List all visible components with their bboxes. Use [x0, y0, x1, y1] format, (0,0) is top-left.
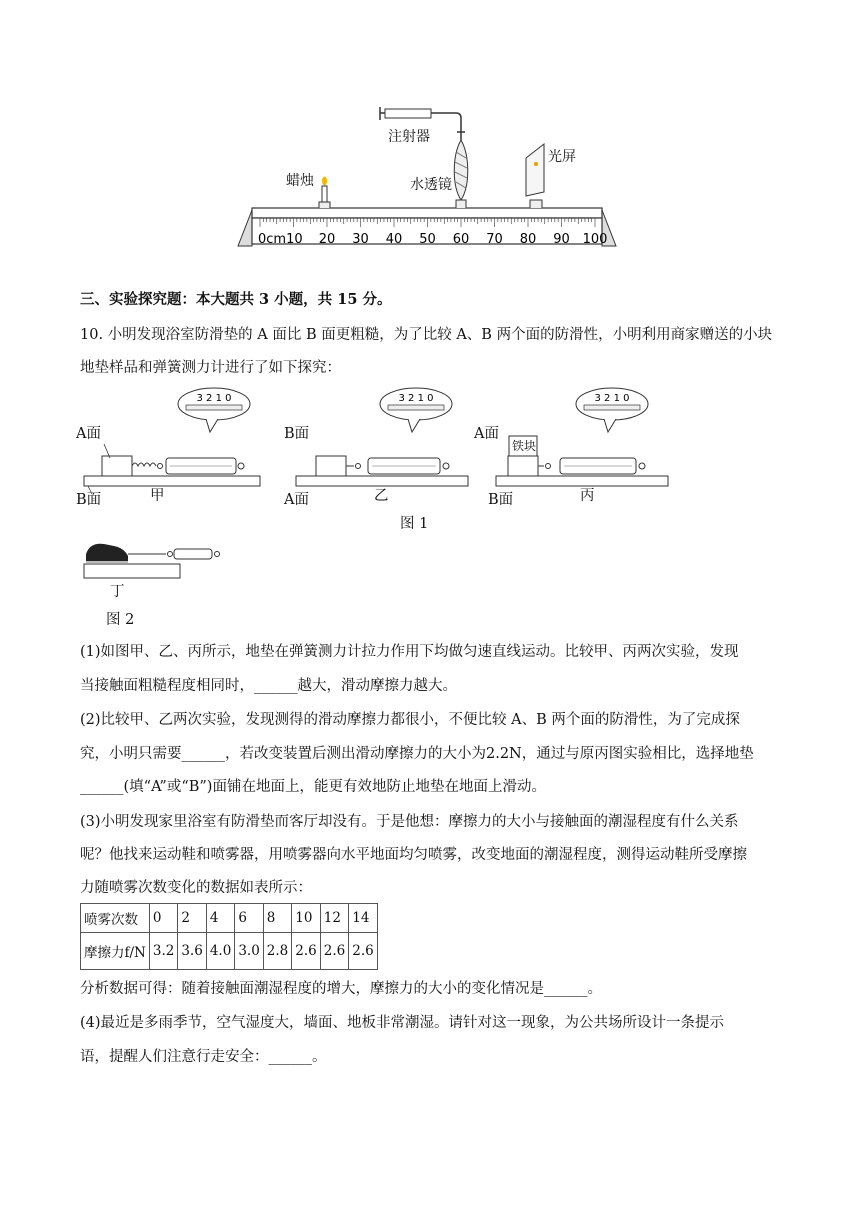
svg-text:3 2 1 0: 3 2 1 0 [594, 393, 630, 404]
ruler-label: 100 [582, 232, 608, 247]
mat-sample [316, 456, 346, 476]
q10-p3-line2: 呢？他找来运动鞋和喷雾器，用喷雾器向水平地面均匀喷雾，改变地面的潮湿程度，测得运动鞋所受摩擦 [80, 847, 747, 863]
q10-analysis: 分析数据可得：随着接触面潮湿程度的增大，摩擦力的大小的变化情况是______。 [80, 981, 602, 997]
table-row [81, 933, 378, 970]
candle-label: 蜡烛 [286, 173, 314, 189]
candle-flame [322, 177, 327, 186]
table-cell: 2.6 [292, 933, 320, 970]
optics-bench-figure [230, 96, 630, 256]
table-cell: 14 [349, 904, 377, 933]
table-cell: 2.8 [263, 933, 291, 970]
q10-p4-line1: (4)最近是多雨季节，空气湿度大，墙面、地板非常潮湿。请针对这一现象，为公共场所设计一条提示 [80, 1015, 725, 1031]
fig1-panel-bing [474, 386, 672, 516]
bing-top-label: A面 [474, 426, 499, 442]
fig1-panel-jia [74, 386, 274, 516]
table-cell: 10 [292, 904, 320, 933]
table-cell: 4 [206, 904, 234, 933]
ruler-label: 90 [553, 232, 570, 247]
bing-name: 丙 [580, 488, 595, 504]
ruler-label: 70 [486, 232, 503, 247]
spray-friction-table [80, 903, 378, 970]
figure-1-caption: 图 1 [400, 516, 429, 532]
ruler-label: 40 [385, 232, 403, 247]
table-cell: 3.0 [235, 933, 263, 970]
table-cell: 3.2 [149, 933, 177, 970]
bing-bottom-label: B面 [488, 492, 514, 508]
fig2-name: 丁 [110, 584, 125, 600]
screen-label: 光屏 [548, 149, 576, 165]
q10-p2-line2: 究，小明只需要______，若改变装置后测出滑动摩擦力的大小为2.2N，通过与原丙图实验相比，选择地垫 [80, 746, 754, 762]
figure-2-caption: 图 2 [106, 612, 135, 628]
yi-bottom-label: A面 [284, 492, 309, 508]
ruler-label: 80 [519, 232, 537, 247]
table-cell: 0 [149, 904, 177, 933]
table-cell: 2.6 [320, 933, 348, 970]
mat-sample [508, 456, 538, 476]
row1-header: 喷雾次数 [81, 904, 150, 933]
table-cell: 2 [178, 904, 206, 933]
candle-body [322, 186, 327, 202]
svg-text:3 2 1 0: 3 2 1 0 [398, 393, 434, 404]
jia-name: 甲 [150, 488, 165, 504]
q10-p3-line3: 力随喷雾次数变化的数据如表所示： [80, 880, 312, 896]
figure-1 [74, 386, 674, 536]
ruler-label: 30 [352, 232, 369, 247]
table-row [81, 904, 378, 933]
section-heading: 三、实验探究题：本大题共 3 小题，共 15 分。 [80, 291, 392, 308]
yi-top-label: B面 [284, 426, 310, 442]
yi-name: 乙 [374, 488, 389, 504]
ruler-label: 60 [452, 232, 470, 247]
table-cell: 12 [320, 904, 348, 933]
table-cell: 3.6 [178, 933, 206, 970]
syringe-label: 注射器 [388, 129, 430, 145]
fig1-panel-yi [282, 386, 482, 516]
water-lens [454, 140, 468, 200]
q10-p2-line1: (2)比较甲、乙两次实验，发现测得的滑动摩擦力都很小，不便比较 A、B 两个面的防滑性，为了完成探 [80, 712, 740, 728]
table-cell: 2.6 [349, 933, 377, 970]
q10-p4-line2: 语，提醒人们注意行走安全：______。 [80, 1049, 327, 1065]
row2-header: 摩擦力f/N [81, 933, 150, 970]
image-dot [534, 162, 538, 166]
figure-2 [80, 534, 230, 634]
q10-intro-line1: 10. 小明发现浴室防滑垫的 A 面比 B 面更粗糙，为了比较 A、B 两个面的防滑性，小明利用商家赠送的小块 [80, 327, 773, 343]
q10-p2-line3: ______(填“A”或“B”)面铺在地面上，能更有效地防止地垫在地面上滑动。 [80, 779, 546, 795]
jia-top-label: A面 [76, 426, 101, 442]
table-cell: 6 [235, 904, 263, 933]
bench-rail [252, 208, 602, 218]
q10-p3-line1: (3)小明发现家里浴室有防滑垫而客厅却没有。于是他想：摩擦力的大小与接触面的潮湿程度有什么关系 [80, 814, 739, 830]
q10-intro-line2: 地垫样品和弹簧测力计进行了如下探究： [80, 360, 341, 376]
table-cell: 4.0 [206, 933, 234, 970]
ruler-label: 50 [419, 232, 436, 247]
table-cell: 8 [263, 904, 291, 933]
jia-bottom-label: B面 [76, 492, 102, 508]
spring-scale [174, 549, 212, 559]
svg-text:3 2 1 0: 3 2 1 0 [196, 393, 232, 404]
light-screen [526, 144, 544, 196]
shoe [86, 544, 128, 562]
q10-p1-line2: 当接触面粗糙程度相同时，______越大，滑动摩擦力越大。 [80, 678, 457, 694]
q10-p1-line1: (1)如图甲、乙、丙所示，地垫在弹簧测力计拉力作用下均做匀速直线运动。比较甲、丙两次实验，发现 [80, 644, 739, 660]
iron-block-label: 铁块 [512, 439, 537, 453]
ruler-label-first: 0cm10 [258, 232, 303, 247]
candle-holder [319, 202, 330, 208]
water-lens-label: 水透镜 [410, 177, 452, 193]
ruler-label: 20 [318, 232, 336, 247]
syringe [385, 109, 431, 118]
bench-left-foot [238, 210, 252, 246]
mat-sample [102, 456, 132, 476]
